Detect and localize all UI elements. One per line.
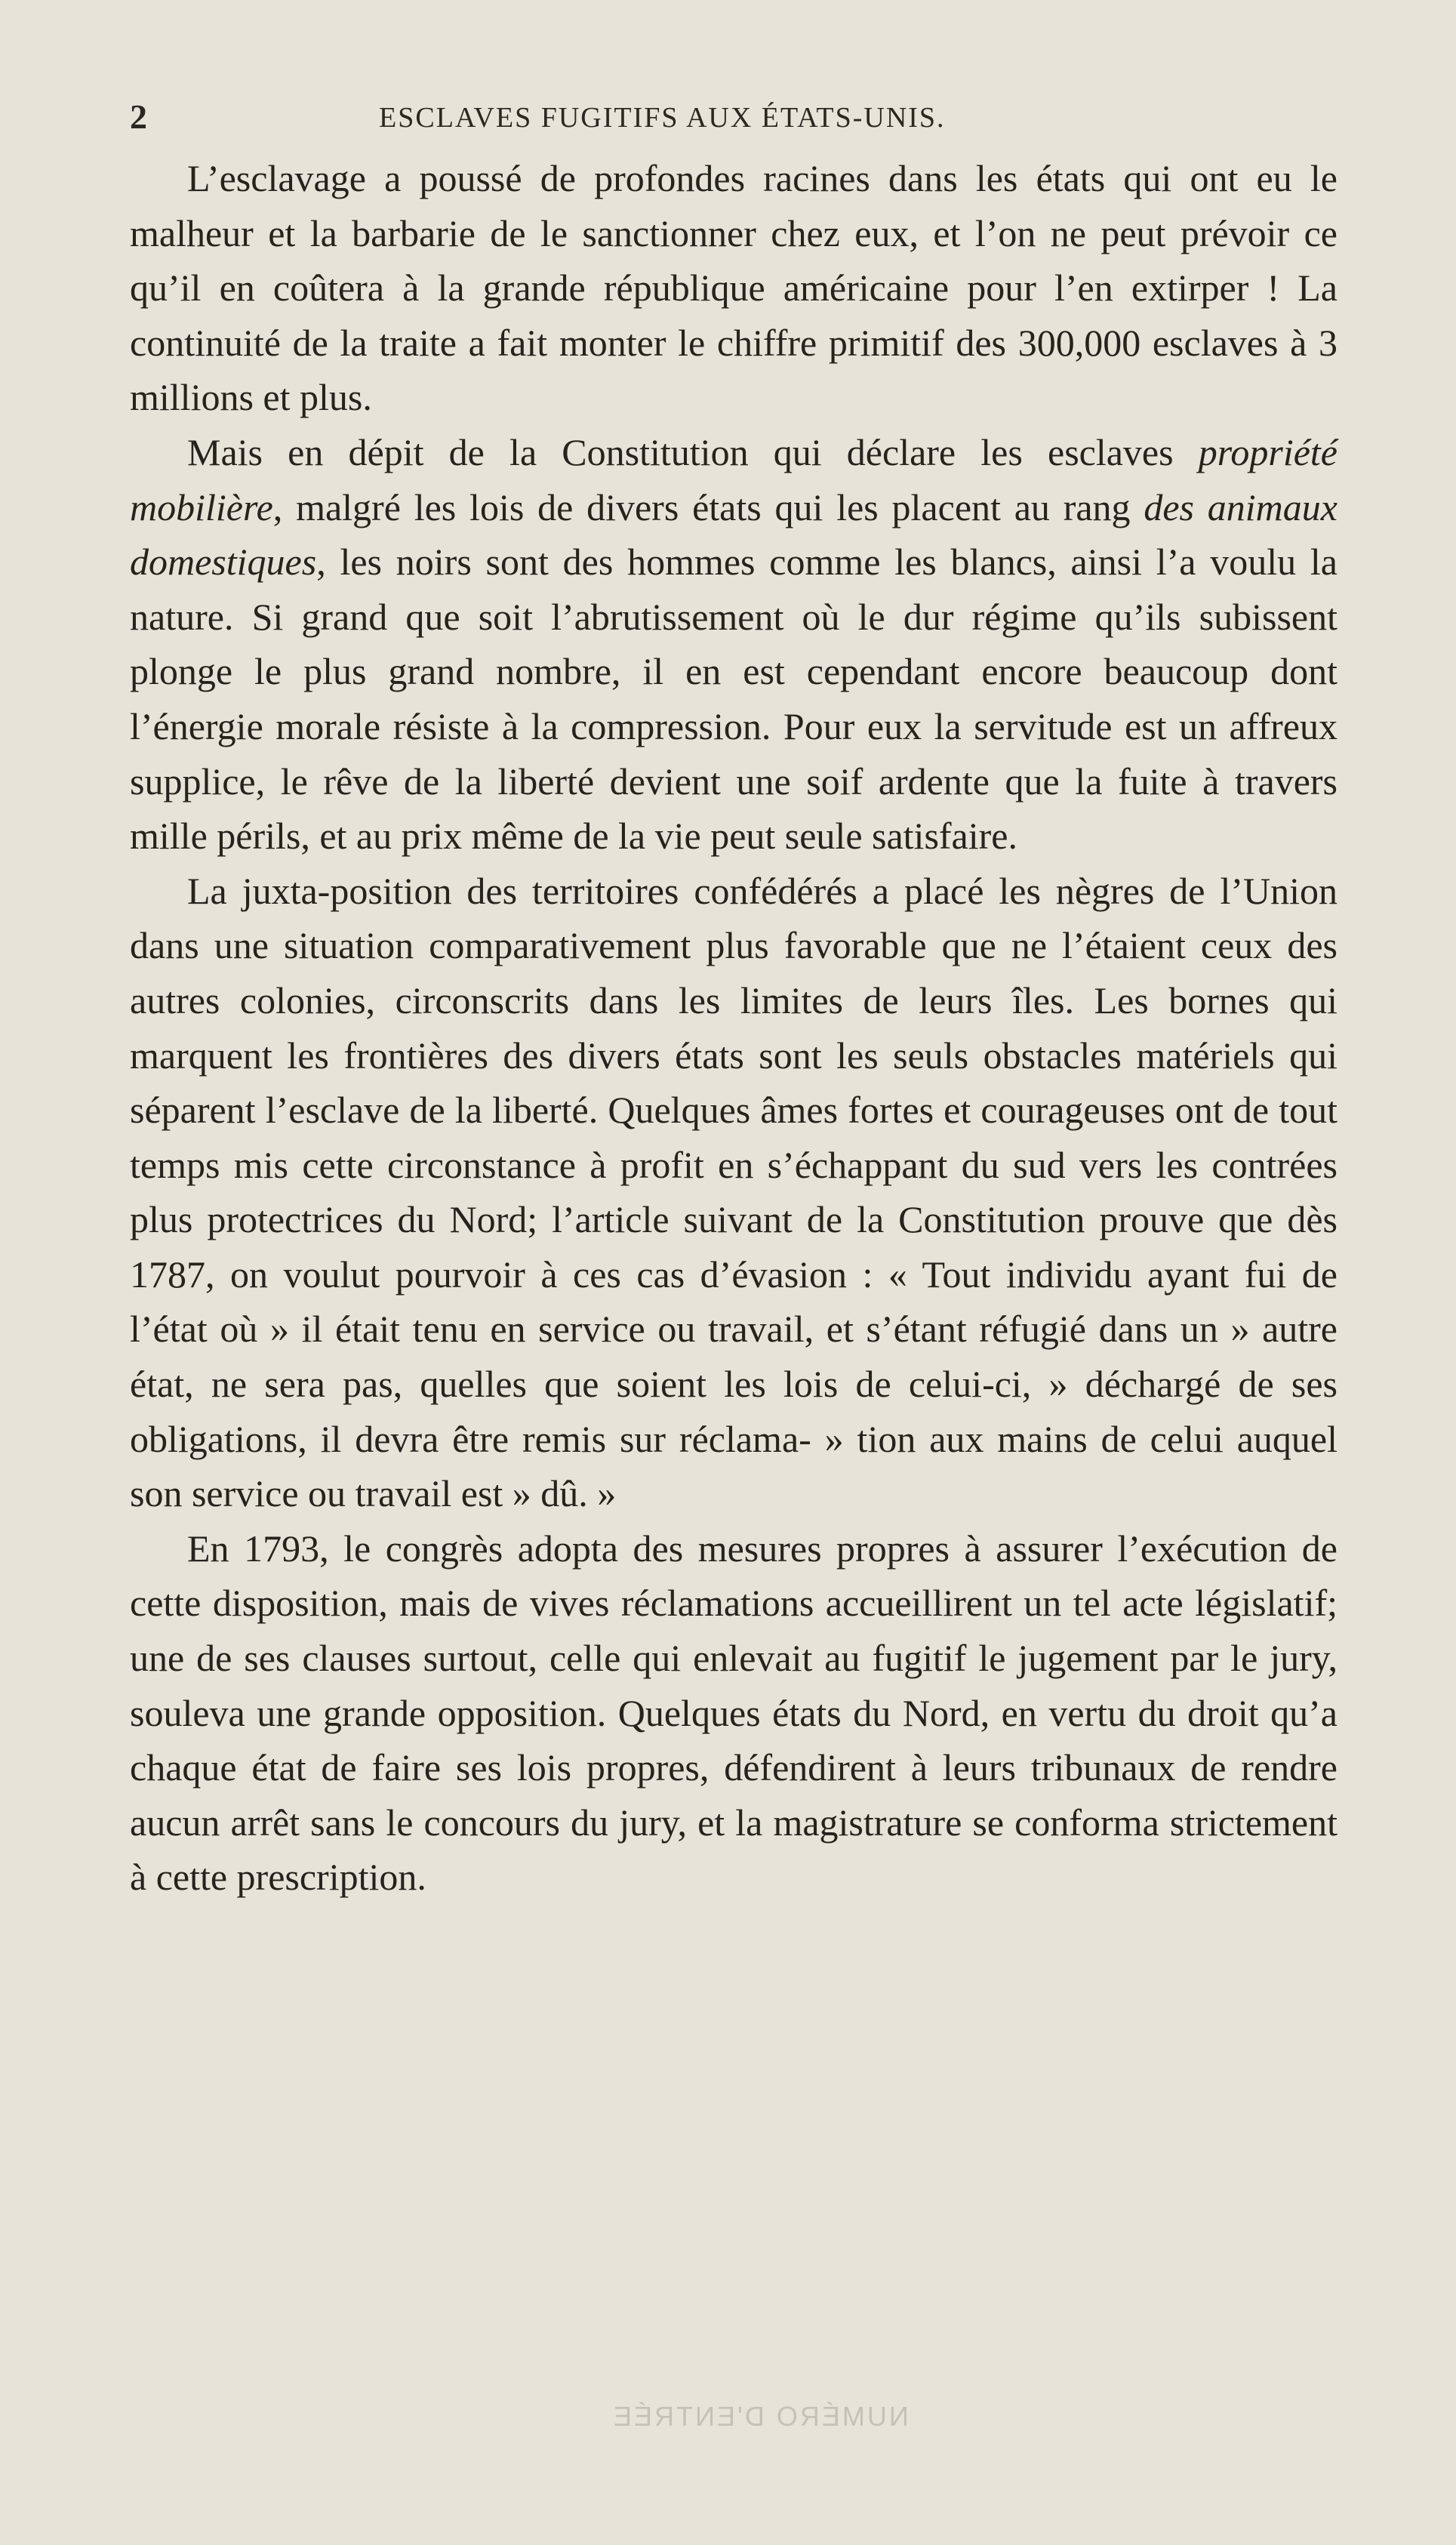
emphasis-animaux-domestiques: des animaux domestiques <box>130 485 1337 584</box>
faded-stamp: NUMÉRO D'ENTRÉE <box>611 2401 909 2432</box>
paragraph-1: L’esclavage a poussé de profondes racines dans les états qui ont eu le malheur et la barbarie de le sanctionner chez eux, et l’on ne peut prévoir ce qu’il en coûtera à la grande république américaine pour l’en extirper ! La continuité de la traite a fait monter le chiffre primitif des 300,000 esclaves à 3 millions et plus. <box>130 157 1337 419</box>
paragraph-2-text-b: , malgré les lois de divers états qui les placent au rang <box>272 485 1144 528</box>
page-header <box>130 97 1322 142</box>
paragraph-2-text-c: , les noirs sont des hommes comme les blancs, ainsi l’a voulu la nature. Si grand que soit l’abrutissement où le dur régime qu’ils subissent plonge le plus grand nombre, il en est cependant encore beaucoup dont l’énergie morale résiste à la compression. Pour eux la servitude est un affreux supplice, le rêve de la liberté devient une soif ardente que la fuite à travers mille périls, et au prix même de la vie peut seule satisfaire. <box>130 541 1337 858</box>
emphasis-propriete-mobiliere: propriété mobilière <box>130 430 1337 528</box>
running-head: ESCLAVES FUGITIFS AUX ÉTATS-UNIS. <box>379 102 946 134</box>
paragraph-4: En 1793, le congrès adopta des mesures propres à assurer l’exécution de cette disposition, mais de vives réclamations accueillirent un tel acte législatif; une de ses clauses surtout, celle qui enlevait au fugitif le jugement par le jury, souleva une grande opposition. Quelques états du Nord, en vertu du droit qu’a chaque état de faire ses lois propres, défendirent à leurs tribunaux de rendre aucun arrêt sans le concours du jury, et la magistrature se conforma strictement à cette prescription. <box>130 1527 1337 1899</box>
paragraph-2 <box>130 425 1337 864</box>
paragraph-2-text-a: Mais en dépit de la Constitution qui déclare les esclaves <box>187 430 1199 473</box>
page-number: 2 <box>130 97 147 136</box>
body-text <box>130 151 1337 1905</box>
paragraph-3: La juxta-position des territoires confédérés a placé les nègres de l’Union dans une situation comparativement plus favorable que ne l’étaient ceux des autres colonies, circonscrits dans les limites de leurs îles. Les bornes qui marquent les frontières des divers états sont les seuls obstacles matériels qui séparent l’esclave de la liberté. Quelques âmes fortes et courageuses ont de tout temps mis cette circonstance à profit en s’échappant du sud vers les contrées plus protectrices du Nord; l’article suivant de la Constitution prouve que dès 1787, on voulut pourvoir à ces cas d’évasion : « Tout individu ayant fui de l’état où » il était tenu en service ou travail, et s’étant réfugié dans un » autre état, ne sera pas, quelles que soient les lois de celui-ci, » déchargé de ses obligations, il devra être remis sur réclama- » tion aux mains de celui auquel son service ou travail est » dû. » <box>130 869 1337 1515</box>
